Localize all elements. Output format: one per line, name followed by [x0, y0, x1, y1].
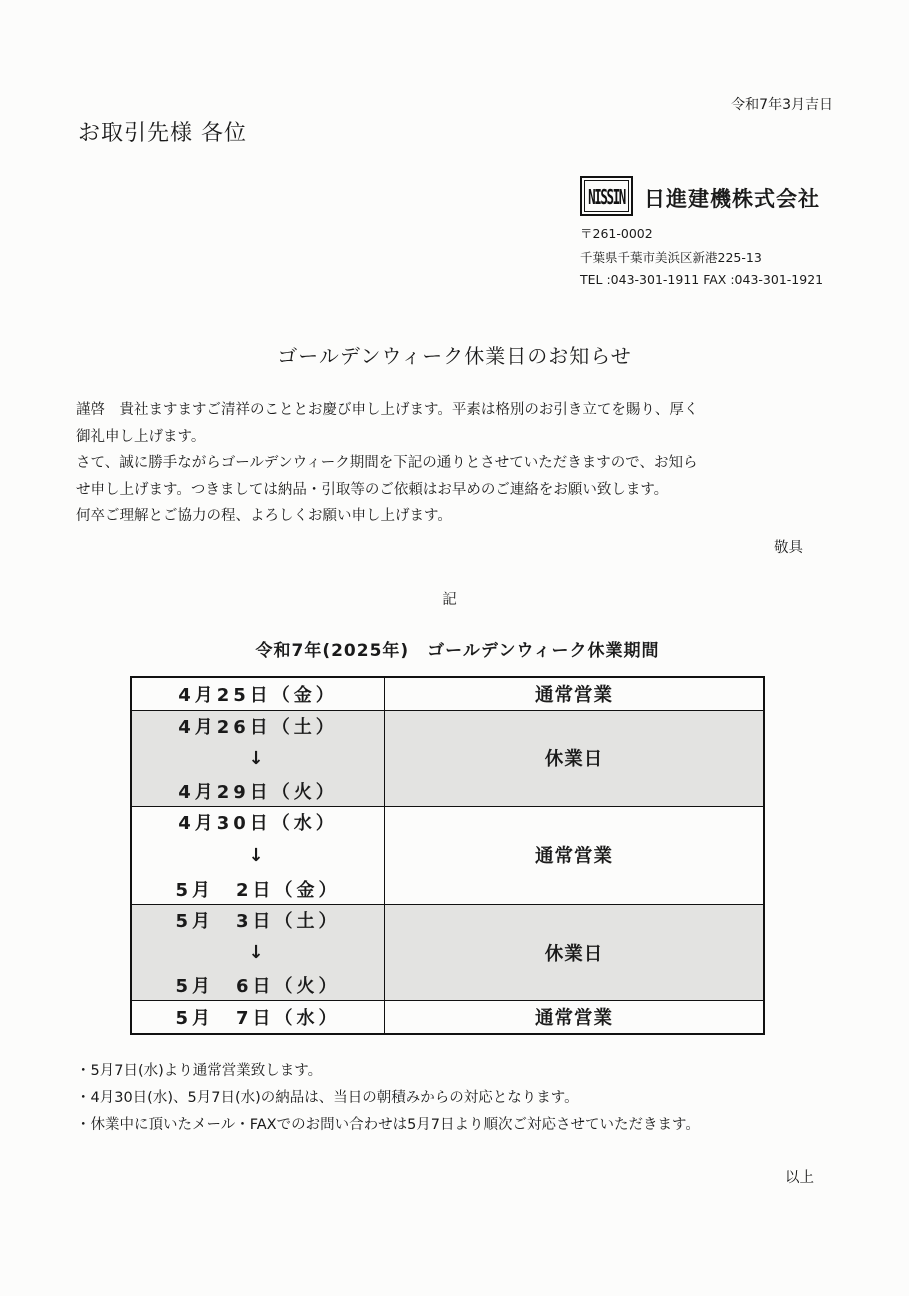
letter-body	[76, 397, 806, 530]
body-line: 何卒ご理解とご協力の程、よろしくお願い申し上げます。	[76, 508, 452, 524]
nissin-logo: NISSIN	[580, 176, 633, 216]
status-cell	[385, 1001, 765, 1034]
period-title: 令和7年(2025年) ゴールデンウィーク休業期間	[255, 641, 660, 661]
date-cell	[131, 806, 385, 904]
table-row	[131, 905, 764, 1001]
date-from: 5月 3日（土）	[175, 911, 341, 933]
status-cell	[385, 710, 765, 806]
closing-keigu: 敬具	[774, 540, 803, 556]
table-row	[131, 806, 764, 904]
status-label: 通常営業	[534, 1008, 613, 1030]
status-label: 通常営業	[534, 684, 613, 706]
schedule-table	[130, 676, 765, 1035]
body-line: 御礼申し上げます。	[76, 428, 206, 445]
note-item: ・5月7日(水)より通常営業致します。	[76, 1063, 323, 1079]
notes-list	[76, 1058, 700, 1139]
table-row	[131, 677, 764, 710]
date-cell	[131, 677, 385, 710]
date-to: 5月 2日（金）	[175, 880, 341, 902]
note-item: ・休業中に頂いたメール・FAXでのお問い合わせは5月7日より順次ご対応させていただきます。	[76, 1117, 700, 1133]
company-address: 千葉県千葉市美浜区新港225-13	[580, 250, 762, 265]
date-from: 4月26日（土）	[178, 716, 338, 738]
date-from: 5月 7日（水）	[175, 1008, 341, 1030]
status-cell	[385, 677, 765, 710]
status-cell	[385, 806, 765, 904]
issue-date: 令和7年3月吉日	[731, 97, 833, 113]
company-name: 日進建機株式会社	[644, 187, 820, 211]
status-label: 休業日	[544, 943, 604, 965]
page-title: ゴールデンウィーク休業日のお知らせ	[277, 344, 632, 368]
status-label: 休業日	[544, 749, 604, 771]
arrow-down-icon: ↓	[248, 844, 268, 866]
arrow-down-icon: ↓	[248, 942, 268, 964]
body-line: さて、誠に勝手ながらゴールデンウィーク期間を下記の通りとさせていただきますので、お知ら	[76, 455, 698, 471]
ki-heading: 記	[442, 592, 457, 608]
postal-code: 〒261-0002	[580, 226, 653, 241]
date-to: 4月29日（火）	[178, 781, 338, 803]
body-line: せ申し上げます。つきましては納品・引取等のご依頼はお早めのご連絡をお願い致します。	[76, 481, 669, 498]
status-label: 通常営業	[534, 846, 613, 868]
date-from: 4月25日（金）	[178, 684, 338, 706]
table-row	[131, 1001, 764, 1034]
table-row	[131, 710, 764, 806]
date-cell	[131, 905, 385, 1001]
date-from: 4月30日（水）	[178, 812, 338, 834]
note-item: ・4月30日(水)、5月7日(水)の納品は、当日の朝積みからの対応となります。	[76, 1090, 579, 1106]
date-cell	[131, 1001, 385, 1034]
status-cell	[385, 905, 765, 1001]
body-line: 謹啓 貴社ますますご清祥のこととお慶び申し上げます。平素は格別のお引き立てを賜り、厚く	[76, 402, 699, 418]
addressee: お取引先様 各位	[78, 121, 247, 146]
date-to: 5月 6日（火）	[175, 976, 341, 998]
arrow-down-icon: ↓	[248, 747, 268, 769]
closing-ijo: 以上	[785, 1170, 814, 1186]
date-cell	[131, 710, 385, 806]
tel-fax: TEL :043-301-1911 FAX :043-301-1921	[580, 272, 824, 287]
